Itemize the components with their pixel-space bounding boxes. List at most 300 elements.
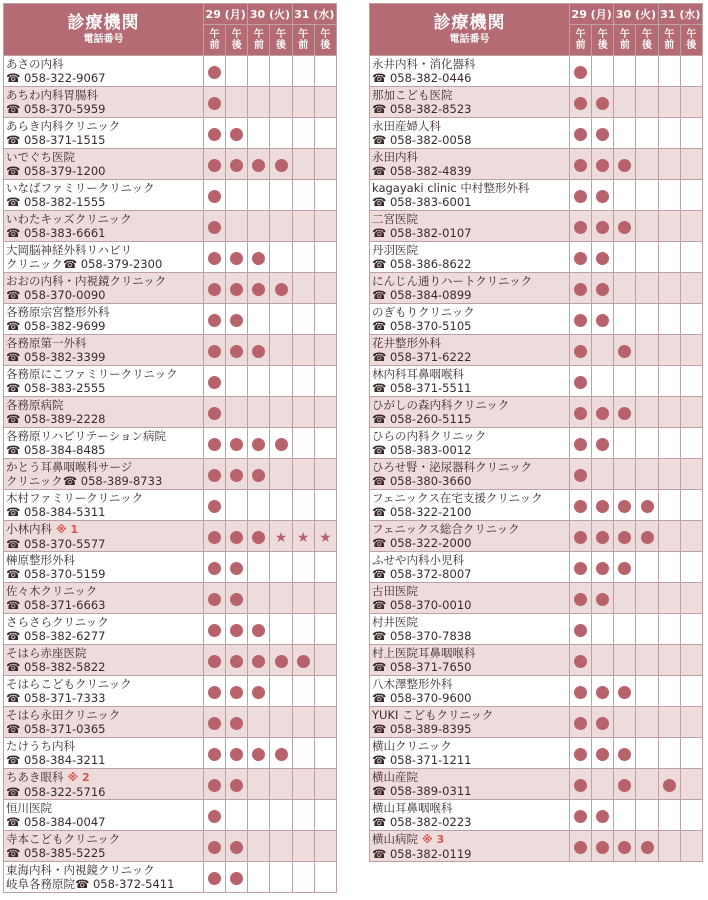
schedule-cell (270, 459, 292, 490)
open-dot-icon (618, 407, 631, 420)
schedule-cell (270, 862, 292, 893)
facility-cell (370, 335, 570, 366)
schedule-cell (248, 273, 270, 304)
schedule-cell (570, 459, 592, 490)
schedule-cell (570, 707, 592, 738)
schedule-cell (204, 831, 226, 862)
open-dot-icon (596, 500, 609, 513)
table-row (370, 521, 703, 552)
schedule-cell (314, 800, 336, 831)
phone-number: ☎ 058-384-5311 (6, 505, 106, 519)
facility-name-line (6, 863, 203, 877)
open-dot-icon (574, 655, 587, 668)
schedule-cell (680, 397, 702, 428)
open-dot-icon (574, 438, 587, 451)
schedule-cell (614, 490, 636, 521)
facility-name: 花井整形外科 (372, 336, 441, 350)
open-dot-icon (596, 686, 609, 699)
schedule-cell (570, 490, 592, 521)
open-dot-icon (230, 469, 243, 482)
facility-name: あちわ内科胃腸科 (6, 88, 98, 102)
schedule-cell (636, 614, 658, 645)
open-dot-icon (230, 128, 243, 141)
schedule-cell (658, 490, 680, 521)
phone-number: ☎ 058-382-4839 (372, 164, 472, 178)
facility-cell (4, 490, 204, 521)
header-am: 午 前 (292, 25, 314, 56)
header-day-30: 30 (火) (248, 4, 292, 25)
schedule-cell (248, 521, 270, 552)
open-dot-icon (208, 283, 221, 296)
table-row (4, 459, 337, 490)
schedule-cell (636, 490, 658, 521)
phone-number: ☎ 058-382-3399 (6, 350, 106, 364)
schedule-cell (248, 56, 270, 87)
open-dot-icon (574, 376, 587, 389)
star-icon: ★ (296, 529, 310, 546)
open-dot-icon (230, 748, 243, 761)
open-dot-icon (208, 810, 221, 823)
schedule-cell (292, 273, 314, 304)
open-dot-icon (275, 655, 288, 668)
schedule-cell (592, 118, 614, 149)
schedule-cell (248, 335, 270, 366)
phone-number: 岐阜各務原院☎ 058-372-5411 (6, 877, 175, 891)
schedule-cell (270, 304, 292, 335)
schedule-cell (314, 862, 336, 893)
header-day-30: 30 (火) (614, 4, 658, 25)
header-day-29: 29 (月) (570, 4, 614, 25)
schedule-cell (570, 211, 592, 242)
table-row (4, 149, 337, 180)
facility-name-line (6, 119, 203, 133)
phone-number: ☎ 058-382-0058 (372, 133, 472, 147)
open-dot-icon (596, 438, 609, 451)
schedule-cell (292, 769, 314, 800)
schedule-cell (226, 87, 248, 118)
schedule-cell (570, 583, 592, 614)
schedule-cell (248, 211, 270, 242)
schedule-cell (204, 273, 226, 304)
schedule-cell (314, 118, 336, 149)
schedule-cell (658, 180, 680, 211)
schedule-cell (570, 552, 592, 583)
table-row (370, 87, 703, 118)
schedule-cell (570, 831, 592, 862)
schedule-cell (314, 769, 336, 800)
schedule-cell (592, 521, 614, 552)
facility-cell (370, 87, 570, 118)
schedule-cell (292, 645, 314, 676)
open-dot-icon (252, 438, 265, 451)
phone-number: ☎ 058-371-5511 (372, 381, 472, 395)
schedule-cell (636, 583, 658, 614)
schedule-cell (592, 738, 614, 769)
facility-name-line (372, 398, 569, 412)
facility-cell (4, 552, 204, 583)
schedule-cell (592, 56, 614, 87)
star-icon: ★ (319, 529, 332, 546)
facility-cell (370, 211, 570, 242)
schedule-cell (570, 149, 592, 180)
open-dot-icon (596, 841, 609, 854)
schedule-cell (680, 614, 702, 645)
schedule-cell (248, 397, 270, 428)
facility-name: 丹羽医院 (372, 243, 418, 257)
table-row (4, 87, 337, 118)
facility-name-line (6, 274, 203, 288)
schedule-cell (314, 366, 336, 397)
facility-name-line (372, 150, 569, 164)
phone-number: ☎ 058-322-5716 (6, 784, 106, 799)
schedule-cell (680, 304, 702, 335)
schedule-cell (226, 335, 248, 366)
facility-name: 横山クリニック (372, 739, 452, 753)
facility-name: 大岡脳神経外科リハビリ (6, 243, 133, 257)
schedule-cell (314, 614, 336, 645)
facility-name: おおの内科・内視鏡クリニック (6, 274, 167, 288)
schedule-cell (248, 304, 270, 335)
open-dot-icon (618, 779, 631, 792)
facility-name: フェニックス在宅支援クリニック (372, 491, 543, 505)
footnote-mark: ※ 3 (422, 832, 445, 846)
facility-name-line (372, 739, 569, 753)
phone-number: クリニック☎ 058-379-2300 (6, 257, 163, 271)
facility-name: 村井医院 (372, 615, 418, 629)
schedule-cell (226, 521, 248, 552)
facility-cell (370, 738, 570, 769)
schedule-cell (658, 366, 680, 397)
schedule-cell (592, 614, 614, 645)
schedule-cell (680, 490, 702, 521)
facility-cell (4, 273, 204, 304)
schedule-cell (636, 738, 658, 769)
facility-name-line (372, 491, 569, 505)
open-dot-icon (618, 345, 631, 358)
open-dot-icon (208, 438, 221, 451)
schedule-cell (570, 614, 592, 645)
open-dot-icon (618, 221, 631, 234)
schedule-cell (658, 800, 680, 831)
facility-name: 木村ファミリークリニック (6, 491, 144, 505)
schedule-cell (614, 366, 636, 397)
facility-name: 永田内科 (372, 150, 418, 164)
facility-name: 村上医院耳鼻咽喉科 (372, 646, 476, 660)
schedule-cell (292, 614, 314, 645)
open-dot-icon (596, 314, 609, 327)
table-row (370, 552, 703, 583)
schedule-cell (592, 645, 614, 676)
facility-name-line (372, 367, 569, 381)
open-dot-icon (596, 531, 609, 544)
schedule-cell (292, 521, 314, 552)
schedule-cell (248, 552, 270, 583)
schedule-cell (636, 397, 658, 428)
phone-number: ☎ 058-382-5822 (6, 660, 106, 674)
phone-number: ☎ 058-385-5225 (6, 846, 106, 860)
facility-name-line (6, 336, 203, 350)
schedule-cell (658, 149, 680, 180)
schedule-cell (614, 118, 636, 149)
phone-number: ☎ 058-389-8395 (372, 722, 472, 736)
table-row (370, 149, 703, 180)
facility-cell (4, 428, 204, 459)
schedule-cell (570, 335, 592, 366)
table-row (4, 56, 337, 87)
schedule-cell (270, 521, 292, 552)
open-dot-icon (663, 779, 676, 792)
schedule-cell (658, 521, 680, 552)
facility-name: 寺本こどもクリニック (6, 832, 121, 846)
schedule-cell (204, 490, 226, 521)
table-row (4, 180, 337, 211)
table-row (370, 56, 703, 87)
schedule-cell (270, 428, 292, 459)
open-dot-icon (641, 531, 654, 544)
table-row (4, 552, 337, 583)
schedule-cell (658, 304, 680, 335)
open-dot-icon (596, 159, 609, 172)
facility-name-line (372, 88, 569, 102)
open-dot-icon (252, 624, 265, 637)
table-row (4, 242, 337, 273)
schedule-cell (636, 769, 658, 800)
open-dot-icon (596, 221, 609, 234)
schedule-cell (248, 428, 270, 459)
open-dot-icon (208, 97, 221, 110)
phone-number: ☎ 058-370-7838 (372, 629, 472, 643)
open-dot-icon (230, 531, 243, 544)
phone-number: ☎ 058-372-8007 (372, 567, 472, 581)
schedule-cell (680, 428, 702, 459)
open-dot-icon (574, 190, 587, 203)
facility-name: ひがしの森内科クリニック (372, 398, 510, 412)
schedule-cell (292, 738, 314, 769)
open-dot-icon (641, 500, 654, 513)
schedule-cell (636, 87, 658, 118)
schedule-cell (292, 459, 314, 490)
facility-name-line (372, 336, 569, 350)
schedule-cell (204, 56, 226, 87)
schedule-cell (314, 242, 336, 273)
table-row (370, 304, 703, 335)
facility-name-line (372, 274, 569, 288)
open-dot-icon (574, 97, 587, 110)
facility-name-line (6, 708, 203, 722)
schedule-cell (570, 521, 592, 552)
open-dot-icon (208, 872, 221, 885)
facility-name: 各務原宗宮整形外科 (6, 305, 110, 319)
schedule-table-left (3, 3, 337, 893)
facility-name: ひろせ腎・泌尿器科クリニック (372, 460, 532, 474)
open-dot-icon (574, 283, 587, 296)
schedule-cell (248, 800, 270, 831)
schedule-cell (592, 180, 614, 211)
open-dot-icon (230, 686, 243, 699)
facility-cell (370, 831, 570, 862)
open-dot-icon (618, 531, 631, 544)
schedule-cell (680, 521, 702, 552)
schedule-cell (314, 211, 336, 242)
open-dot-icon (230, 779, 243, 792)
phone-number: ☎ 058-389-2228 (6, 412, 106, 426)
facility-name: あらき内科クリニック (6, 119, 121, 133)
schedule-cell (226, 149, 248, 180)
facility-cell (370, 304, 570, 335)
open-dot-icon (208, 500, 221, 513)
open-dot-icon (574, 159, 587, 172)
open-dot-icon (252, 159, 265, 172)
schedule-cell (270, 149, 292, 180)
table-row (4, 862, 337, 893)
schedule-cell (248, 366, 270, 397)
schedule-cell (204, 304, 226, 335)
schedule-cell (248, 707, 270, 738)
schedule-cell (270, 242, 292, 273)
schedule-cell (658, 645, 680, 676)
schedule-cell (680, 769, 702, 800)
schedule-cell (658, 428, 680, 459)
phone-number: ☎ 058-382-1555 (6, 195, 106, 209)
open-dot-icon (596, 283, 609, 296)
facility-name: いわたキッズクリニック (6, 212, 132, 226)
schedule-cell (314, 87, 336, 118)
schedule-cell (592, 273, 614, 304)
schedule-cell (570, 645, 592, 676)
open-dot-icon (230, 438, 243, 451)
header-day-29: 29 (月) (204, 4, 248, 25)
phone-number: ☎ 058-371-7333 (6, 691, 106, 705)
schedule-cell (680, 459, 702, 490)
schedule-cell (614, 614, 636, 645)
facility-name: にんじん通りハートクリニック (372, 274, 533, 288)
facility-cell (4, 831, 204, 862)
table-row (370, 490, 703, 521)
schedule-cell (592, 769, 614, 800)
schedule-cell (636, 676, 658, 707)
schedule-cell (270, 831, 292, 862)
phone-number: ☎ 058-382-6277 (6, 629, 106, 643)
schedule-cell (570, 769, 592, 800)
table-row (4, 831, 337, 862)
facility-cell (4, 304, 204, 335)
schedule-cell (204, 118, 226, 149)
facility-cell (370, 242, 570, 273)
schedule-cell (292, 428, 314, 459)
schedule-cell (204, 738, 226, 769)
schedule-cell (570, 397, 592, 428)
phone-number: ☎ 058-370-0090 (6, 288, 106, 302)
schedule-cell (658, 397, 680, 428)
open-dot-icon (208, 748, 221, 761)
open-dot-icon (208, 128, 221, 141)
schedule-cell (636, 242, 658, 273)
facility-cell (370, 645, 570, 676)
schedule-cell (314, 273, 336, 304)
schedule-cell (248, 118, 270, 149)
header-subtitle: 電話番号 (449, 33, 490, 45)
facility-cell (4, 614, 204, 645)
schedule-cell (314, 738, 336, 769)
facility-name: ひらの内科クリニック (372, 429, 487, 443)
schedule-cell (292, 56, 314, 87)
schedule-cell (680, 118, 702, 149)
schedule-cell (270, 211, 292, 242)
schedule-cell (226, 831, 248, 862)
schedule-cell (592, 149, 614, 180)
phone-number: ☎ 058-382-0223 (372, 815, 472, 829)
schedule-cell (270, 273, 292, 304)
table-row (370, 459, 703, 490)
table-row (4, 273, 337, 304)
open-dot-icon (208, 624, 221, 637)
phone-number: ☎ 058-371-6663 (6, 598, 106, 612)
schedule-cell (292, 304, 314, 335)
facility-name-line (6, 832, 203, 846)
schedule-cell (204, 583, 226, 614)
table-row (4, 645, 337, 676)
table-row (4, 614, 337, 645)
facility-name-line (6, 212, 203, 226)
facility-name-line (372, 832, 569, 847)
facility-cell (370, 552, 570, 583)
table-row (370, 180, 703, 211)
facility-name-line (372, 553, 569, 567)
phone-number: ☎ 058-386-8622 (372, 257, 472, 271)
table-row (4, 738, 337, 769)
facility-cell (4, 242, 204, 273)
facility-cell (4, 335, 204, 366)
phone-number: ☎ 058-382-0107 (372, 226, 472, 240)
schedule-cell (270, 397, 292, 428)
schedule-cell (614, 521, 636, 552)
schedule-cell (592, 366, 614, 397)
schedule-cell (592, 583, 614, 614)
schedule-cell (658, 583, 680, 614)
schedule-cell (592, 211, 614, 242)
schedule-cell (592, 304, 614, 335)
table-body (4, 56, 337, 893)
facility-name-line (372, 305, 569, 319)
open-dot-icon (252, 531, 265, 544)
table-row (370, 707, 703, 738)
schedule-cell (226, 242, 248, 273)
open-dot-icon (596, 97, 609, 110)
table-row (4, 304, 337, 335)
phone-number: ☎ 058-322-9067 (6, 71, 106, 85)
schedule-cell (270, 769, 292, 800)
facility-name-line (372, 522, 569, 536)
open-dot-icon (596, 748, 609, 761)
open-dot-icon (596, 128, 609, 141)
schedule-cell (636, 831, 658, 862)
schedule-cell (658, 552, 680, 583)
facility-name: YUKI こどもクリニック (372, 708, 494, 722)
open-dot-icon (574, 779, 587, 792)
header-pm: 午 後 (680, 25, 702, 56)
schedule-cell (636, 521, 658, 552)
open-dot-icon (252, 345, 265, 358)
facility-cell (370, 180, 570, 211)
schedule-cell (570, 304, 592, 335)
table-header (370, 4, 703, 56)
open-dot-icon (574, 593, 587, 606)
schedule-cell (680, 366, 702, 397)
facility-name-line (6, 367, 203, 381)
schedule-cell (636, 428, 658, 459)
schedule-cell (614, 583, 636, 614)
schedule-cell (226, 304, 248, 335)
